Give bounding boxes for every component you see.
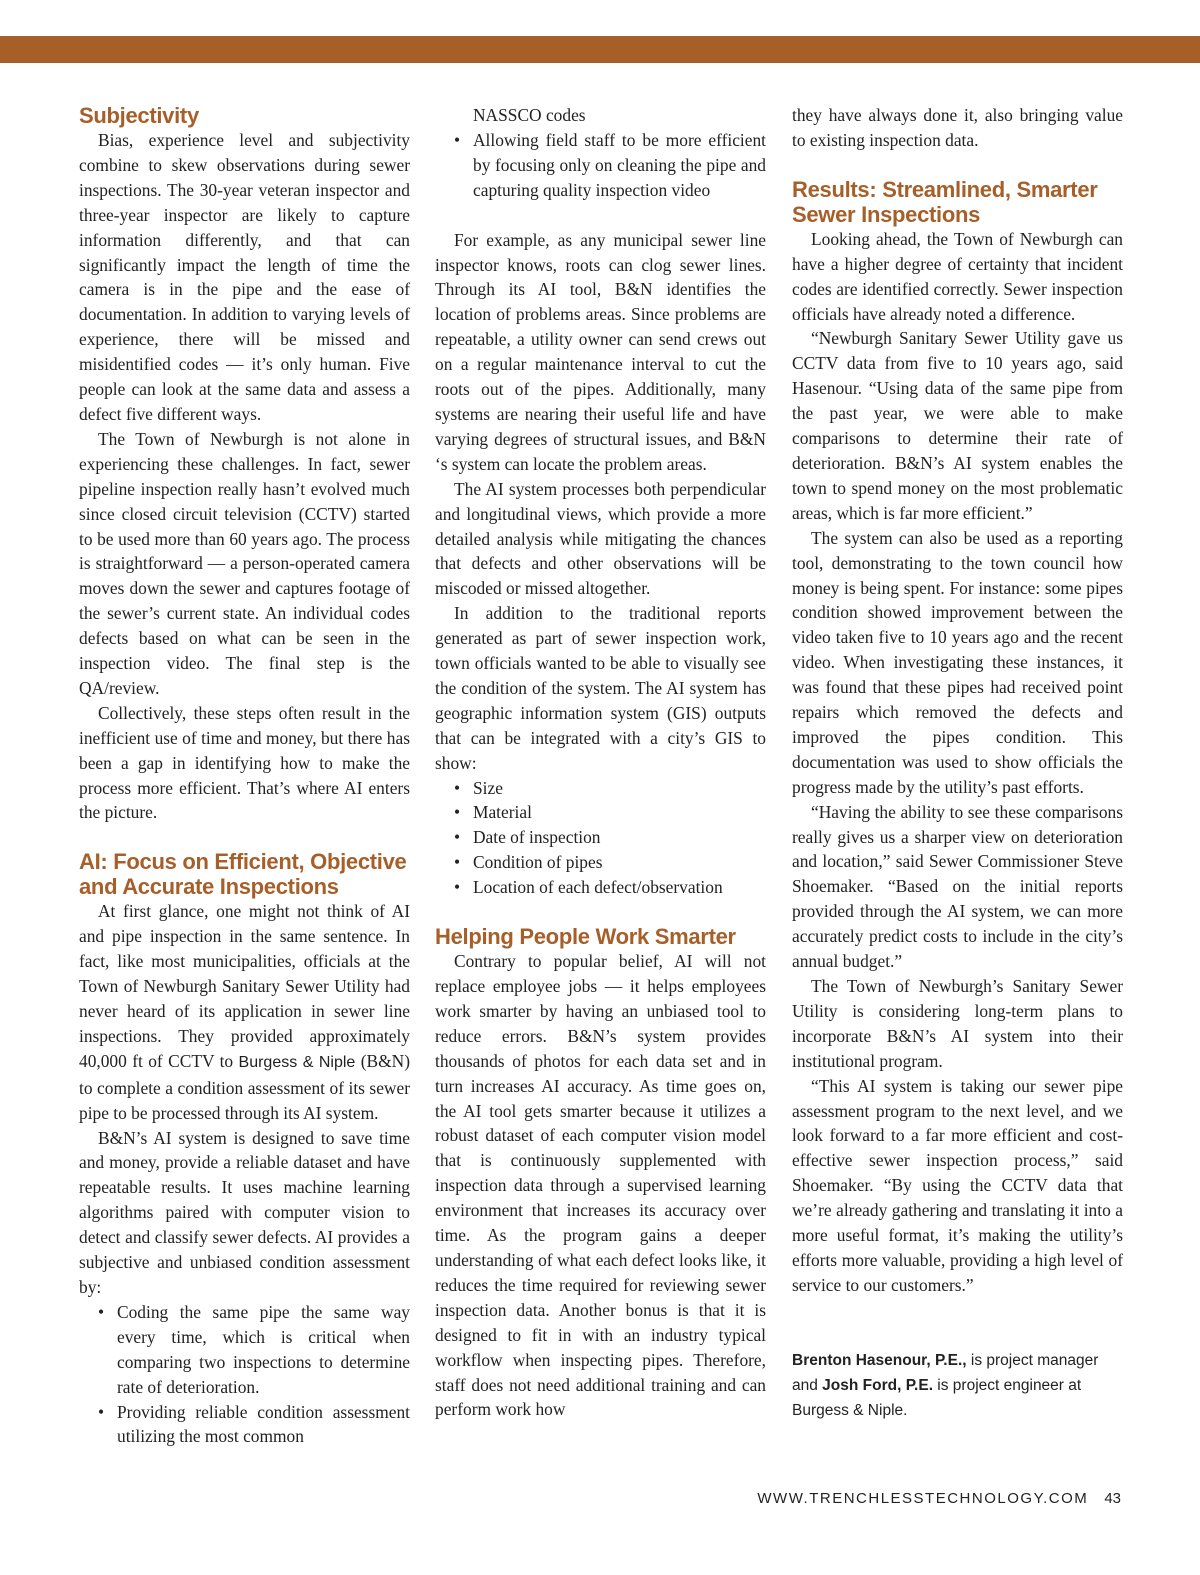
paragraph: Looking ahead, the Town of Newburgh can have a higher degree of certainty that incident codes are identified correctly. Sewer inspection officials have already noted a difference. bbox=[792, 228, 1123, 324]
bullet-list bbox=[79, 1300, 410, 1449]
author-bio: Brenton Hasenour, P.E., is project manager and Josh Ford, P.E. is project engineer at Burgess & Niple. bbox=[792, 1351, 1099, 1419]
paragraph: In addition to the traditional reports generated as part of sewer inspection work, town officials wanted to be able to visually see the condition of the system. The AI system has geographic information system (GIS) outputs that can be integrated with a city’s GIS to show: bbox=[435, 603, 766, 773]
list-item: • Allowing field staff to be more efficient by focusing only on cleaning the pipe and capturing quality inspection video bbox=[435, 128, 766, 203]
paragraph: For example, as any municipal sewer line inspector knows, roots can clog sewer lines. Through its AI tool, B&N identifies the location of problems areas. Since problems are repeatable, a utility owner can send crews out on a regular maintenance interval to cut the roots out of the pipes. Additionally, many systems are nearing their useful life and have varying degrees of structural issues, and B&N ‘s system can locate the problem areas. bbox=[435, 229, 766, 474]
paragraph: The AI system processes both perpendicular and longitudinal views, which provide a more detailed analysis while mitigating the chances that defects and other observations will be miscoded or missed altogether. bbox=[435, 478, 766, 599]
heading-helping-people: Helping People Work Smarter bbox=[435, 924, 736, 950]
paragraph: At first glance, one might not think of AI and pipe inspection in the same sentence. In fact, like most municipalities, officials at the Town of Newburgh Sanitary Sewer Utility had never heard of its application in sewer line inspections. They provided approximately 40,000 ft of CCTV to Burgess & Niple (B&N) to complete a condition assessment of its sewer pipe to be processed through its AI system. bbox=[79, 901, 411, 1123]
page-footer bbox=[757, 1490, 1121, 1507]
list-item: • Providing reliable condition assessment utilizing the most common bbox=[79, 1400, 410, 1450]
list-item: • Material bbox=[435, 800, 766, 825]
list-item: • Date of inspection bbox=[435, 825, 766, 850]
paragraph: they have always done it, also bringing value to existing inspection data. bbox=[792, 105, 1123, 150]
list-item: • Size bbox=[435, 776, 766, 801]
paragraph: “Having the ability to see these comparisons really gives us a sharper view on deterioration and location,” said Sewer Commissioner Steve Shoemaker. “Based on the initial reports provided through the AI system, we can more accurately predict costs to include in the city’s annual budget.” bbox=[792, 801, 1123, 972]
paragraph: “Newburgh Sanitary Sewer Utility gave us CCTV data from five to 10 years ago, said Hasenour. “Using data of the same pipe from the past year, we were able to make comparisons to determine their rate of deterioration. B&N’s AI system enables the town to spend money on the most problematic areas, which is far more efficient.” bbox=[792, 328, 1123, 523]
paragraph: The Town of Newburgh’s Sanitary Sewer Utility is considering long-term plans to incorporate B&N’s AI system into their institutional program. bbox=[792, 976, 1123, 1071]
paragraph: Bias, experience level and subjectivity combine to skew observations during sewer inspections. The 30-year veteran inspector and three-year inspector are likely to capture information differently, and that can significantly impact the length of time the camera is in the pipe and the ease of documentation. In addition to varying levels of experience, there will be missed and misidentified codes — it’s only human. Five people can look at the same data and assess a defect five different ways. bbox=[79, 130, 410, 424]
column-1 bbox=[79, 103, 410, 1449]
page-number: 43 bbox=[1104, 1490, 1121, 1507]
list-item: • Coding the same pipe the same way every time, which is critical when comparing two inspections to determine rate of deterioration. bbox=[79, 1300, 410, 1400]
paragraph: Collectively, these steps often result in the inefficient use of time and money, but there has been a gap in identifying how to make the process more efficient. That’s where AI enters the picture. bbox=[79, 702, 410, 823]
footer-url: WWW.TRENCHLESSTECHNOLOGY.COM bbox=[757, 1490, 1089, 1507]
column-3 bbox=[792, 103, 1123, 1423]
list-item: • Condition of pipes bbox=[435, 850, 766, 875]
heading-subjectivity: Subjectivity bbox=[79, 103, 199, 128]
heading-ai-focus: AI: Focus on Efficient, Objective and Accurate Inspections bbox=[79, 849, 407, 900]
gis-list bbox=[435, 776, 766, 901]
list-item-continuation: NASSCO codes bbox=[473, 105, 586, 125]
paragraph: B&N’s AI system is designed to save time and money, provide a reliable dataset and have repeatable results. It uses machine learning algorithms paired with computer vision to detect and classify sewer defects. AI provides a subjective and unbiased condition assessment by: bbox=[79, 1127, 410, 1297]
header-color-bar bbox=[0, 36, 1200, 63]
paragraph: The system can also be used as a reporting tool, demonstrating to the town council how money is being spent. For instance: some pipes condition showed improvement between the video taken five to 10 years ago and the recent video. When investigating these instances, it was found that these pipes had received point repairs which removed the defects and improved the pipes condition. This documentation was used to show officials the progress made by the utility’s past efforts. bbox=[792, 527, 1123, 797]
paragraph: Contrary to popular belief, AI will not replace employee jobs — it helps employees work smarter by having an unbiased tool to reduce errors. B&N’s system provides thousands of photos for each data set and in turn increases AI accuracy. As time goes on, the AI tool gets smarter because it utilizes a robust dataset of each computer vision model that is continuously supplemented with inspection data through a supervised learning environment that increases its accuracy over time. As the program gains a deeper understanding of what each defect looks like, it reduces the time required for reviewing sewer inspection data. Another bonus is that it is designed to fit in with an industry typical workflow when inspecting pipes. Therefore, staff does not need additional training and can perform work how bbox=[435, 951, 766, 1420]
list-item: • Location of each defect/observation bbox=[435, 875, 766, 900]
paragraph: The Town of Newburgh is not alone in experiencing these challenges. In fact, sewer pipeline inspection really hasn’t evolved much since closed circuit television (CCTV) started to be used more than 60 years ago. The process is straightforward — a person-operated camera moves down the sewer and captures footage of the sewer’s current state. An individual codes defects based on what can be seen in the inspection video. The final step is the QA/review. bbox=[79, 428, 410, 698]
column-2 bbox=[435, 103, 766, 1422]
spacer bbox=[435, 203, 766, 228]
bullet-list bbox=[435, 103, 766, 203]
heading-results: Results: Streamlined, Smarter Sewer Inspections bbox=[792, 176, 1098, 227]
spacer bbox=[792, 1298, 1123, 1348]
paragraph: “This AI system is taking our sewer pipe assessment program to the next level, and we look forward to a far more efficient and cost-effective sewer inspection process,” said Shoemaker. “By using the CCTV data that we’re already gathering and translating it into a more useful format, it’s making the utility’s efforts more valuable, providing a high level of service to our customers.” bbox=[792, 1075, 1123, 1295]
